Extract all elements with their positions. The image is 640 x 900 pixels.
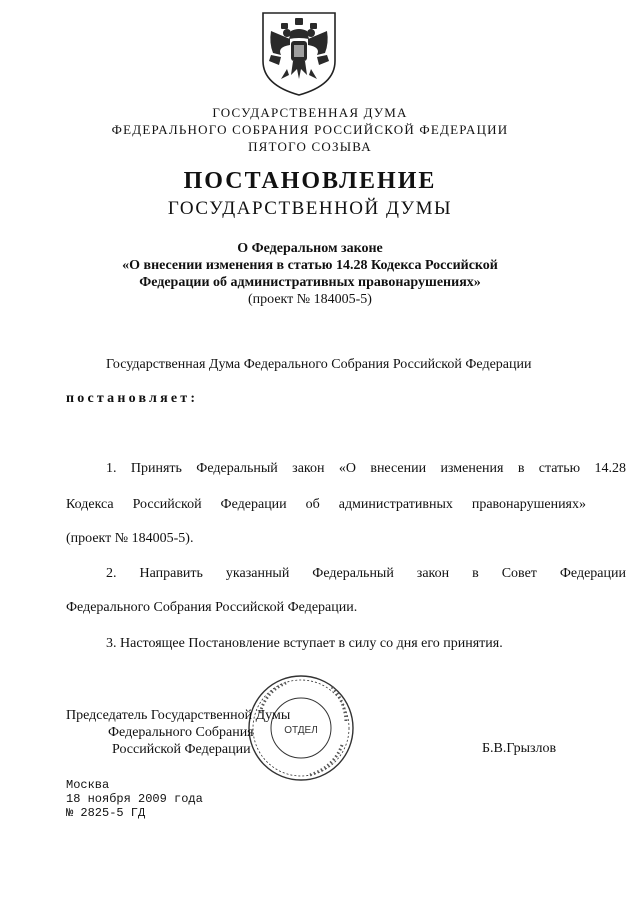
coat-of-arms-icon — [257, 9, 341, 97]
subject-line-1: О Федеральном законе — [237, 241, 383, 256]
header-line-2: ФЕДЕРАЛЬНОГО СОБРАНИЯ РОССИЙСКОЙ ФЕДЕРАЦИИ — [111, 122, 509, 137]
footer-number: № 2825-5 ГД — [66, 806, 146, 820]
issuer-header — [0, 104, 620, 155]
item-2-line-2: Федерального Собрания Российской Федерации. — [66, 600, 358, 615]
signatory-name: Б.В.Грызлов — [482, 741, 557, 756]
subject-line-2: «О внесении изменения в статью 14.28 Кодекса Российской — [122, 258, 498, 273]
header-line-1: ГОСУДАРСТВЕННАЯ ДУМА — [212, 105, 408, 120]
signatory-title — [66, 707, 290, 758]
stamp-text: ОТДЕЛ — [284, 725, 318, 736]
header-line-3: ПЯТОГО СОЗЫВА — [248, 139, 372, 154]
subject-line-3: Федерации об административных правонарушениях» — [139, 275, 481, 290]
footer-date: 18 ноября 2009 года — [66, 792, 203, 806]
item-3: 3. Настоящее Постановление вступает в силу со дня его принятия. — [106, 636, 503, 651]
document-subtitle: ГОСУДАРСТВЕННОЙ ДУМЫ — [167, 198, 453, 219]
item-1-line-1: 1. Принять Федеральный закон «О внесении изменения в статью 14.28 — [106, 461, 626, 476]
signatory-line-1: Председатель Государственной Думы — [66, 708, 291, 723]
signatory-line-2: Федерального Собрания — [108, 725, 254, 740]
signatory-line-3: Российской Федерации — [112, 742, 251, 757]
footer-city: Москва — [66, 778, 110, 792]
document-subject — [0, 240, 620, 308]
document-title: ПОСТАНОВЛЕНИЕ — [183, 168, 437, 194]
document-footer — [66, 778, 203, 820]
item-1-line-3: (проект № 184005-5). — [66, 531, 194, 546]
subject-project-number: (проект № 184005-5) — [248, 292, 372, 307]
item-1-line-2: Кодекса Российской Федерации об административных правонарушениях» — [66, 497, 586, 512]
resolves-word: постановляет: — [66, 391, 199, 406]
item-2-line-1: 2. Направить указанный Федеральный закон в Совет Федерации — [106, 566, 626, 581]
preamble: Государственная Дума Федерального Собрания Российской Федерации — [106, 357, 532, 372]
